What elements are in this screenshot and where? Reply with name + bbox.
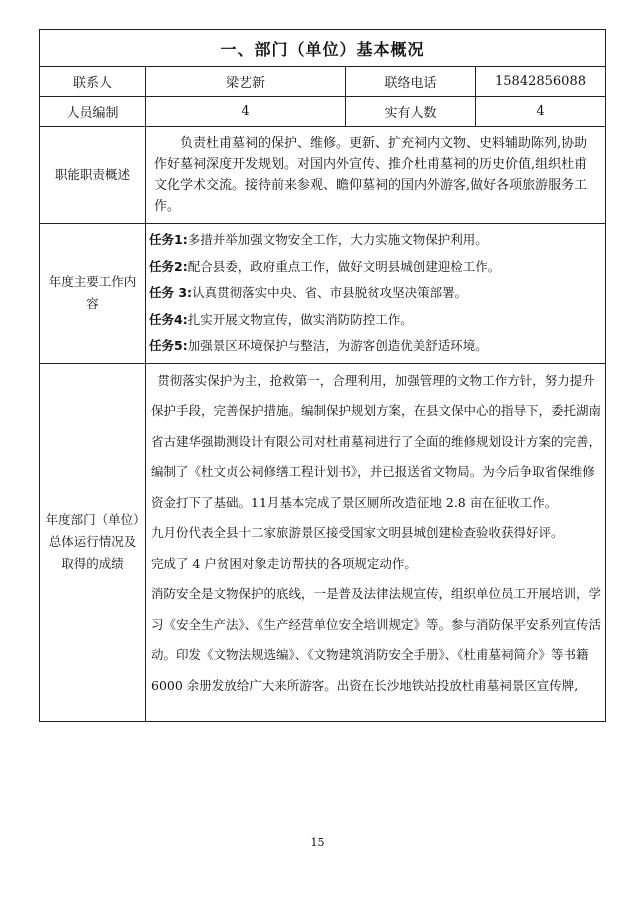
tasks-label: 年度主要工作内容 xyxy=(40,224,146,364)
staff-quota-value: 4 xyxy=(146,97,346,127)
results-paragraph: 贯彻落实保护为主，抢救第一，合理利用，加强管理的文物工作方针，努力提升保护手段，完善保护措施。编制保护规划方案，在县文保中心的指导下，委托湖南省古建华强勘测设计有限公司对杜甫墓祠进行了全面的维修规划设计方案的完善，编制了《杜文贞公祠修缮工程计划书》，并已报送省文物局。为今后争取省保维修资金打下了基础。11月基本完成了景区厕所改造征地 2.8 亩在征收工作。 xyxy=(151,372,602,510)
staff-quota-label: 人员编制 xyxy=(40,97,146,127)
task-item: 任务5:加强景区环境保护与整洁，为游客创造优美舒适环境。 xyxy=(149,338,488,353)
results-paragraph: 消防安全是文物保护的底线，一是普及法律法规宣传，组织单位员工开展培训，学习《安全生产法》、《生产经营单位安全培训规定》等。参与消防保平安系列宣传活动。印发《文物法规选编》、《文物建筑消防安全手册》、《杜甫墓祠简介》等书籍 6000 余册发放给广大来所游客。出资在长沙地铁站投放杜甫墓祠景区宣传牌, xyxy=(151,586,602,693)
task-item: 任务1:多措并举加强文物安全工作，大力实施文物保护利用。 xyxy=(149,232,488,247)
contact-label: 联系人 xyxy=(40,67,146,97)
section-title: 一、部门（单位）基本概况 xyxy=(40,30,606,67)
task-item: 任务 3:认真贯彻落实中央、省、市县脱贫攻坚决策部署。 xyxy=(149,285,468,300)
task-item: 任务4:扎实开展文物宣传，做实消防防控工作。 xyxy=(149,311,413,327)
actual-staff-label: 实有人数 xyxy=(346,97,476,127)
actual-staff-value: 4 xyxy=(476,97,606,127)
results-paragraph: 完成了 4 户贫困对象走访帮扶的各项规定动作。 xyxy=(151,555,417,571)
results-text xyxy=(146,363,606,721)
phone-value: 15842856088 xyxy=(476,67,606,97)
contact-value: 梁艺新 xyxy=(146,67,346,97)
duties-label: 职能职责概述 xyxy=(40,127,146,224)
results-label: 年度部门（单位）总体运行情况及取得的成绩 xyxy=(40,363,146,721)
page-number: 15 xyxy=(310,836,325,849)
results-paragraph: 九月份代表全县十二家旅游景区接受国家文明县城创建检查验收获得好评。 xyxy=(151,525,564,540)
tasks-list xyxy=(146,224,606,364)
duties-text: 负责杜甫墓祠的保护、维修。更新、扩充祠内文物、史料辅助陈列,协助作好墓祠深度开发规划。对国内外宣传、推介杜甫墓祠的历史价值,组织杜甫文化学术交流。接待前来参观、瞻仰墓祠的国内外游客,做好各项旅游服务工作。 xyxy=(146,127,606,224)
task-item: 任务2:配合县委，政府重点工作，做好文明县城创建迎检工作。 xyxy=(149,258,501,274)
phone-label: 联络电话 xyxy=(346,67,476,97)
overview-table xyxy=(39,29,606,722)
